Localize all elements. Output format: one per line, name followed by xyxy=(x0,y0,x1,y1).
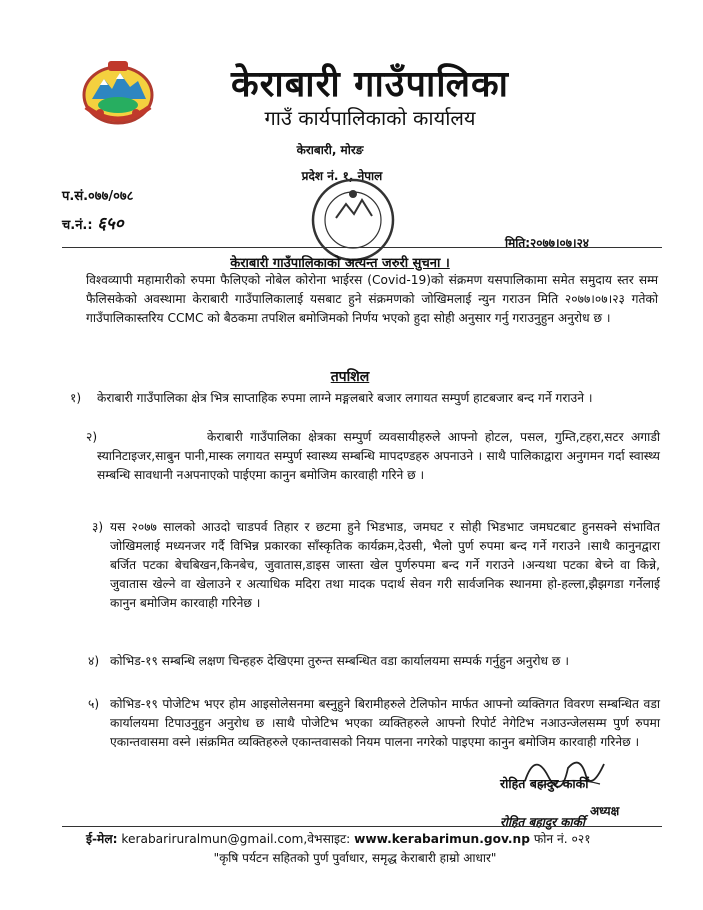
notice-intro: विश्वव्यापी महामारीको रुपमा फैलिएको नोबेल कोरोना भाईरस (Covid-19)को संक्रमण यसपालिकामा समेत समुदाय स्तर सम्म फैलिसकेको अवस्थामा केराबारी गाउँपालिकालाई यसबाट हुने संक्रमणको जोखिमलाई न्युन गराउन मिति २०७७।०७।२३ गतेको गाउँपालिकास्तरिय CCMC को बैठकमा तपशिल बमोजिमको निर्णय भएको हुदा सोही अनुसार गर्नु गराउनुहुन अनुरोध छ । xyxy=(86,273,658,325)
office-subtitle: गाउँ कार्यपालिकाको कार्यालय xyxy=(264,106,476,130)
item-text: केराबारी गाउँपालिका क्षेत्रका सम्पुर्ण व्यवसायीहरुले आफ्नो होटल, पसल, गुम्ति,टहरा,सटर अगाडी स्यानिटाइजर,साबुन पानी,मास्क लगायत सम्पुर्ण स्वास्थ्य सम्बन्धि मापदण्डहरु अपनाउने । साथै पालिकाद्वारा अनुगमन गर्दा स्वास्थ्य सम्बन्धि सावधानी नअपनाएको पाईएमा कानुन बमोजिम कारवाही गरिने छ । xyxy=(97,430,660,482)
dispatch-value: ६५० xyxy=(97,214,124,234)
office-province: प्रदेश नं. १, नेपाल xyxy=(301,169,383,183)
dispatch-label: च.नं.: xyxy=(62,218,93,233)
footer-contact xyxy=(86,830,591,847)
signatory-name: रोहित बहादुर कार्की xyxy=(500,776,589,791)
website-link[interactable]: www.kerabarimun.gov.np xyxy=(354,832,530,846)
item-number: २) xyxy=(86,430,98,444)
item-text: केराबारी गाउँपालिका क्षेत्र भित्र साप्ताहिक रुपमा लाग्ने मङ्गलबारे बजार लगायत सम्पुर्ण हाटबजार बन्द गर्ने गराउने । xyxy=(97,391,593,405)
item-text: कोभिड-१९ पोजेटिभ भएर होम आइसोलेसनमा बस्नुहुने बिरामीहरुले टेलिफोन मार्फत आफ्नो व्यक्तिगत विवरण सम्बन्धित वडा कार्यालयमा टिपाउनुहुन अनुरोध छ ।साथै पोजेटिभ भएका व्यक्तिहरुले आफ्नो रिपोर्ट नेगेटिभ नआउन्जेलसम्म पुर्ण रुपमा एकान्तवासमा वस्ने ।संक्रमित व्यक्तिहरुले एकान्तवासको नियम पालना नगरेको पाइएमा कानुन बमोजिम कारवाही गरिनेछ । xyxy=(110,697,660,749)
website-label: ,वेभसाइट: xyxy=(303,832,351,846)
office-place: केराबारी, मोरङ xyxy=(296,143,364,157)
signatory-designation: अध्यक्ष xyxy=(590,804,620,818)
office-title: केराबारी गाउँपालिका xyxy=(231,63,509,105)
item-number: ४) xyxy=(88,654,100,668)
email-label: ई-मेल: xyxy=(86,832,118,846)
item-number: ५) xyxy=(88,697,100,711)
phone-label: फोन नं. ०२१ xyxy=(533,832,591,846)
item-number: १) xyxy=(70,391,82,405)
dispatch-number xyxy=(62,211,124,234)
item-number: ३) xyxy=(92,520,104,534)
footer-motto: "कृषि पर्यटन सहितको पुर्ण पुर्वाधार, समृद्ध केराबारी हाम्रो आधार" xyxy=(213,851,497,865)
section-title: तपशिल xyxy=(330,369,370,385)
item-text: यस २०७७ सालको आउदो चाडपर्व तिहार र छटमा हुने भिडभाड, जमघट र सोही भिडभाट जमघटबाट हुनसक्ने संभावित जोखिमलाई मध्यनजर गर्दै विभिन्न प्रकारका साँस्कृतिक कार्यक्रम,देउसी, भैलो पुर्ण रुपमा बन्द गर्ने गराउने ।साथै कानुनद्वारा बर्जित पटका बेचबिखन,किनबेच, जुवातास,डाइस जास्ता खेल पुर्णरुपमा बन्द गर्ने गराउने ।अन्यथा पटका बेच्ने वा किन्ने, जुवातास खेल्ने वा खेलाउने र अत्याधिक मदिरा तथा मादक पदार्थ सेवन गरी सार्वजनिक स्थानमा हो-हल्ला,झैझगडा गर्नेलाई कानुन बमोजिम कारवाही गरिनेछ । xyxy=(110,520,660,610)
signatory-name-stamp: रोहित बहादुर कार्की xyxy=(500,815,585,829)
email-link[interactable]: kerabariruralmun@gmail.com xyxy=(121,832,304,846)
header-divider xyxy=(62,247,662,248)
notice-date: मिति:२०७७।०७।२४ xyxy=(505,236,590,250)
item-text: कोभिड-१९ सम्बन्धि लक्षण चिन्हहरु देखिएमा तुरुन्त सम्बन्धित वडा कार्यालयमा सम्पर्क गर्नुहुन अनुरोध छ । xyxy=(110,654,569,668)
footer-divider xyxy=(62,826,662,827)
notice-heading: केराबारी गाउँपालिकाको अत्यन्त जरुरी सुचना । xyxy=(230,256,450,271)
reference-number: प.सं.०७७/०७८ xyxy=(62,189,134,204)
nepal-emblem-icon xyxy=(78,55,158,127)
